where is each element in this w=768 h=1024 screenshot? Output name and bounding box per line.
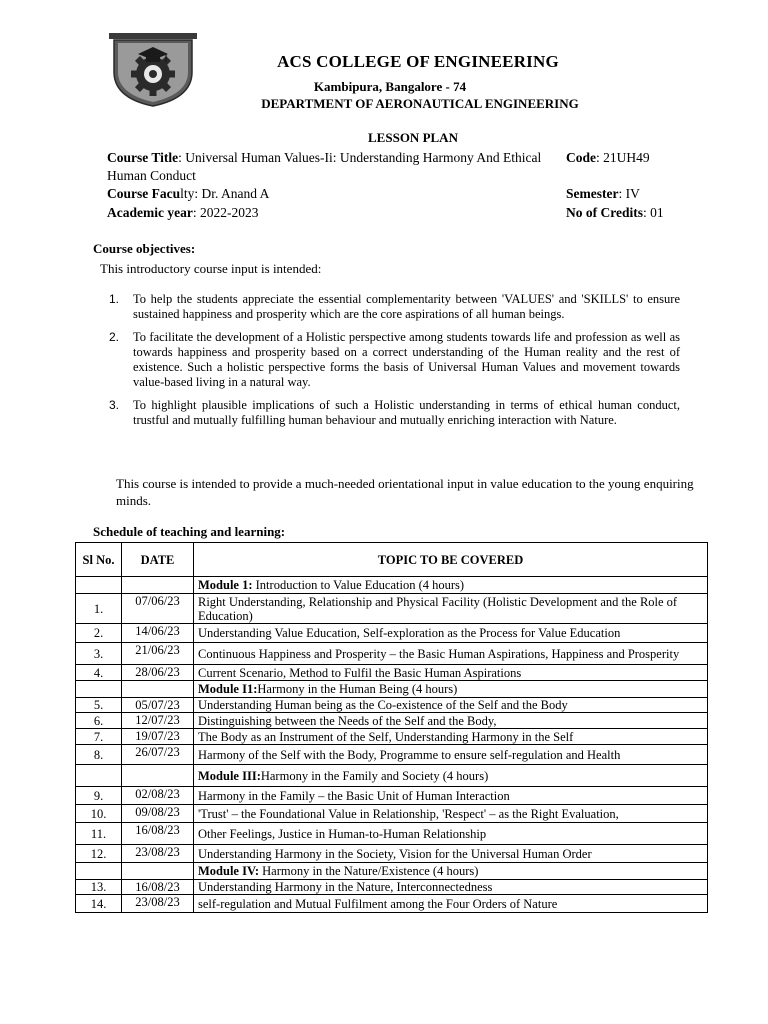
table-row [76,823,708,845]
row-sl: 12. [76,845,122,863]
col-sl-header: Sl No. [76,543,122,577]
row-date: 14/06/23 [122,624,194,643]
row-topic: Understanding Human being as the Co-existence of the Self and the Body [194,698,708,713]
table-row [76,713,708,729]
module-row [76,765,708,787]
row-date: 19/07/23 [122,729,194,745]
row-topic: Current Scenario, Method to Fulfil the Basic Human Aspirations [194,665,708,681]
college-name: ACS COLLEGE OF ENGINEERING [277,52,559,71]
objectives-list [108,292,680,435]
table-row [76,594,708,624]
row-topic: Continuous Happiness and Prosperity – the Basic Human Aspirations, Happiness and Prosperity [194,643,708,665]
row-date: 05/07/23 [122,698,194,713]
row-date: 23/08/23 [122,845,194,863]
objective-item: 2. To facilitate the development of a Holistic perspective among students towards life and profession as well as towards happiness and prosperity based on a correct understanding of the Human reality and the rest of existence. Such a holistic perspective forms the basis of Universal Human Values and movement towards value-based living in a natural way. [109,329,680,390]
schedule-table [75,542,708,913]
table-row [76,745,708,765]
row-sl: 4. [76,665,122,681]
table-row [76,805,708,823]
objectives-intro: This introductory course input is intended: [100,261,322,276]
college-address: Kambipura, Bangalore - 74 [313,79,467,94]
row-date: 02/08/23 [122,787,194,805]
row-topic: The Body as an Instrument of the Self, Understanding Harmony in the Self [194,729,708,745]
row-topic: self-regulation and Mutual Fulfilment among the Four Orders of Nature [194,895,708,913]
table-row [76,643,708,665]
row-sl: 13. [76,880,122,895]
row-topic: Right Understanding, Relationship and Physical Facility (Holistic Development and the Role of Education) [194,594,708,624]
course-faculty: Course Faculty: Dr. Anand A [107,186,270,201]
table-header-row [76,543,708,577]
module-title: Module IV: Harmony in the Nature/Existence (4 hours) [194,863,708,880]
row-date: 28/06/23 [122,665,194,681]
col-topic-header: TOPIC TO BE COVERED [194,543,708,577]
module-title: Module I1:Harmony in the Human Being (4 hours) [194,681,708,698]
table-row [76,787,708,805]
table-row [76,698,708,713]
table-row [76,895,708,913]
row-sl: 11. [76,823,122,845]
row-sl: 3. [76,643,122,665]
table-row [76,665,708,681]
module-title: Module 1: Introduction to Value Education (4 hours) [194,577,708,594]
row-topic: 'Trust' – the Foundational Value in Relationship, 'Respect' – as the Right Evaluation, [194,805,708,823]
row-date: 16/08/23 [122,823,194,845]
objectives-closing: This course is intended to provide a much-needed orientational input in value education to the young enquiring minds. [116,476,694,508]
row-sl: 9. [76,787,122,805]
schedule-heading: Schedule of teaching and learning: [93,524,286,539]
row-topic: Understanding Harmony in the Nature, Interconnectedness [194,880,708,895]
row-topic: Distinguishing between the Needs of the Self and the Body, [194,713,708,729]
row-sl: 6. [76,713,122,729]
row-sl: 2. [76,624,122,643]
row-date: 16/08/23 [122,880,194,895]
module-row [76,577,708,594]
col-date-header: DATE [122,543,194,577]
objectives-heading: Course objectives: [93,241,196,256]
table-row [76,729,708,745]
row-date: 23/08/23 [122,895,194,913]
row-date: 12/07/23 [122,713,194,729]
row-date: 07/06/23 [122,594,194,624]
row-topic: Harmony in the Family – the Basic Unit of Human Interaction [194,787,708,805]
module-row [76,681,708,698]
row-date: 09/08/23 [122,805,194,823]
row-date: 21/06/23 [122,643,194,665]
course-code: Code: 21UH49 [566,150,650,165]
objective-item: 1. To help the students appreciate the essential complementarity between 'VALUES' and 'SKILLS' to ensure sustained happiness and prosperity which are the core aspirations of all human beings. [109,292,680,322]
row-date: 26/07/23 [122,745,194,765]
row-sl: 14. [76,895,122,913]
row-sl: 1. [76,594,122,624]
objective-item: 3. To highlight plausible implications of such a Holistic understanding in terms of ethical human conduct, trustful and mutually fulfilling human behaviour and mutually enriching interaction with Nature. [109,397,680,428]
course-credits: No of Credits: 01 [566,205,664,220]
table-row [76,880,708,895]
table-row [76,845,708,863]
academic-year: Academic year: 2022-2023 [107,205,259,220]
row-topic: Understanding Value Education, Self-exploration as the Process for Value Education [194,624,708,643]
row-sl: 5. [76,698,122,713]
row-topic: Other Feelings, Justice in Human-to-Human Relationship [194,823,708,845]
row-topic: Harmony of the Self with the Body, Programme to ensure self-regulation and Health [194,745,708,765]
row-topic: Understanding Harmony in the Society, Vision for the Universal Human Order [194,845,708,863]
course-title: Course Title: Universal Human Values-Ii: Understanding Harmony And Ethical Human Conduct [107,150,542,183]
document-title: LESSON PLAN [368,130,458,145]
module-title: Module III:Harmony in the Family and Society (4 hours) [194,765,708,787]
row-sl: 8. [76,745,122,765]
course-semester: Semester: IV [566,186,640,201]
row-sl: 7. [76,729,122,745]
department-name: DEPARTMENT OF AERONAUTICAL ENGINEERING [261,96,579,111]
module-row [76,863,708,880]
table-row [76,624,708,643]
row-sl: 10. [76,805,122,823]
